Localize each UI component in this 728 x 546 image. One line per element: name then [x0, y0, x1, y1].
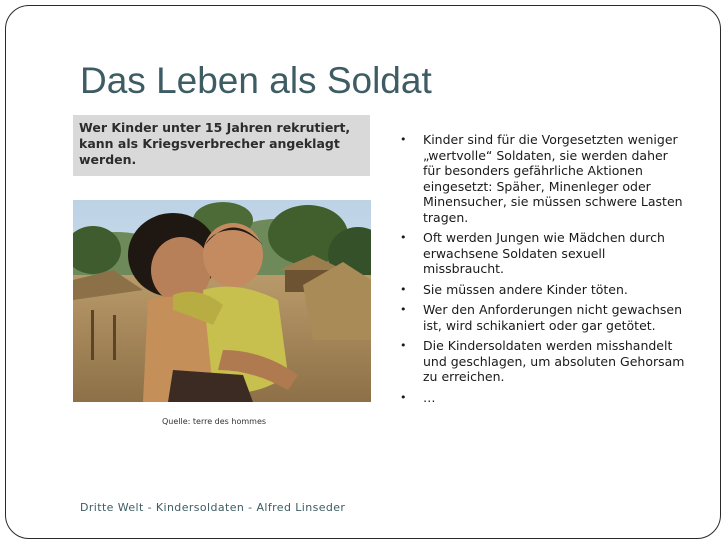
bullet-item	[398, 390, 688, 406]
bullet-icon: •	[400, 339, 407, 352]
bullet-item	[398, 132, 688, 225]
bullet-item	[398, 282, 688, 298]
bullet-text: Kinder sind für die Vorgesetzten weniger „wertvolle“ Soldaten, sie werden daher für besonders gefährliche Aktionen eingesetzt: Späher, Minenleger oder Minensucher, sie müssen schwere Lasten tragen.	[423, 132, 683, 225]
bullet-item	[398, 230, 688, 277]
slide-footer: Dritte Welt - Kindersoldaten - Alfred Linseder	[80, 501, 346, 514]
photo-source-credit: Quelle: terre des hommes	[162, 417, 267, 426]
bullet-text: Die Kindersoldaten werden misshandelt und geschlagen, um absoluten Gehorsam zu erreichen.	[423, 338, 685, 384]
bullet-icon: •	[400, 303, 407, 316]
bullet-item	[398, 302, 688, 333]
caption-box: Wer Kinder unter 15 Jahren rekrutiert, kann als Kriegsverbrecher angeklagt werden.	[73, 115, 370, 176]
bullet-list	[398, 132, 688, 410]
bullet-icon: •	[400, 390, 407, 404]
bullet-text: …	[423, 389, 436, 405]
bullet-text: Sie müssen andere Kinder töten.	[423, 281, 628, 297]
slide-title: Das Leben als Soldat	[80, 60, 432, 101]
bullet-icon: •	[400, 231, 407, 244]
child-soldiers-photo	[73, 200, 371, 402]
bullet-text: Wer den Anforderungen nicht gewachsen ist, wird schikaniert oder gar getötet.	[423, 302, 683, 333]
bullet-icon: •	[400, 133, 407, 146]
bullet-icon: •	[400, 282, 407, 296]
bullet-item	[398, 338, 688, 385]
bullet-text: Oft werden Jungen wie Mädchen durch erwachsene Soldaten sexuell missbraucht.	[423, 230, 665, 276]
